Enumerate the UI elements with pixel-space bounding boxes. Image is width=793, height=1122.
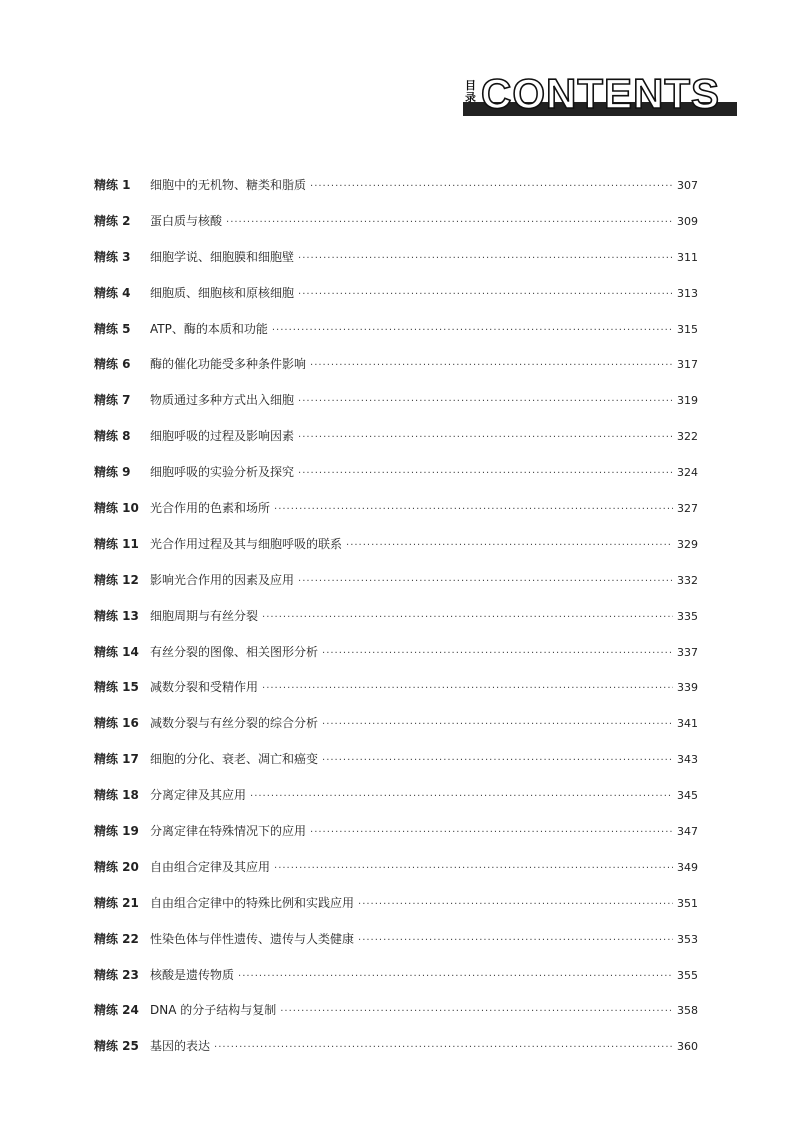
entry-title: 细胞质、细胞核和原核细胞 bbox=[150, 285, 295, 300]
entry-page: 349 bbox=[677, 860, 698, 874]
toc-entry[interactable] bbox=[94, 966, 698, 1002]
entry-page: 309 bbox=[677, 214, 698, 228]
toc-entry[interactable] bbox=[94, 786, 698, 822]
entry-number: 精练 15 bbox=[94, 680, 139, 695]
entry-title: 细胞学说、细胞膜和细胞壁 bbox=[150, 249, 295, 264]
entry-title: 蛋白质与核酸 bbox=[150, 213, 223, 228]
leader-dots bbox=[322, 719, 673, 730]
entry-number: 精练 6 bbox=[94, 357, 131, 372]
toc-entry[interactable] bbox=[94, 248, 698, 284]
leader-dots bbox=[262, 683, 673, 694]
entry-number: 精练 8 bbox=[94, 429, 131, 444]
toc-entry[interactable] bbox=[94, 535, 698, 571]
toc-entry[interactable] bbox=[94, 320, 698, 356]
entry-page: 315 bbox=[677, 322, 698, 336]
toc-entry[interactable] bbox=[94, 176, 698, 212]
entry-page: 353 bbox=[677, 932, 698, 946]
entry-number: 精练 14 bbox=[94, 644, 139, 659]
entry-title: 性染色体与伴性遗传、遗传与人类健康 bbox=[150, 931, 355, 946]
entry-title: 细胞的分化、衰老、凋亡和癌变 bbox=[150, 752, 319, 767]
toc-entry[interactable] bbox=[94, 499, 698, 535]
entry-page: 358 bbox=[677, 1004, 698, 1018]
entry-page: 327 bbox=[677, 502, 698, 516]
entry-number: 精练 7 bbox=[94, 393, 131, 408]
entry-title: 分离定律在特殊情况下的应用 bbox=[150, 824, 307, 839]
entry-page: 311 bbox=[677, 250, 698, 264]
leader-dots bbox=[262, 612, 673, 623]
leader-dots bbox=[310, 181, 673, 192]
leader-dots bbox=[310, 360, 673, 371]
toc-entry[interactable] bbox=[94, 212, 698, 248]
toc-entry[interactable] bbox=[94, 427, 698, 463]
entry-page: 332 bbox=[677, 573, 698, 587]
toc-entry[interactable] bbox=[94, 822, 698, 858]
entry-page: 313 bbox=[677, 286, 698, 300]
entry-title: 物质通过多种方式出入细胞 bbox=[150, 393, 295, 408]
entry-title: ATP、酶的本质和功能 bbox=[150, 321, 268, 336]
toc-entry[interactable] bbox=[94, 463, 698, 499]
entry-title: 自由组合定律及其应用 bbox=[150, 859, 271, 874]
entry-number: 精练 2 bbox=[94, 213, 131, 228]
entry-title: 细胞中的无机物、糖类和脂质 bbox=[150, 178, 307, 192]
entry-page: 360 bbox=[677, 1040, 698, 1054]
toc-entry[interactable] bbox=[94, 894, 698, 930]
leader-dots bbox=[322, 648, 673, 659]
entry-title: 自由组合定律中的特殊比例和实践应用 bbox=[150, 895, 355, 910]
entry-number: 精练 17 bbox=[94, 752, 139, 767]
entry-title: 酶的催化功能受多种条件影响 bbox=[150, 357, 307, 372]
entry-number: 精练 19 bbox=[94, 824, 139, 839]
entry-page: 329 bbox=[677, 537, 698, 551]
toc-entry[interactable] bbox=[94, 714, 698, 750]
entry-title: 影响光合作用的因素及应用 bbox=[150, 572, 295, 587]
leader-dots bbox=[280, 1006, 673, 1017]
entry-number: 精练 20 bbox=[94, 859, 139, 874]
entry-page: 307 bbox=[677, 179, 698, 192]
entry-page: 335 bbox=[677, 609, 698, 623]
entry-page: 341 bbox=[677, 717, 698, 731]
entry-number: 精练 12 bbox=[94, 572, 139, 587]
toc-entry[interactable] bbox=[94, 930, 698, 966]
entry-page: 351 bbox=[677, 896, 698, 910]
entry-title: 基因的表达 bbox=[150, 1039, 211, 1054]
entry-title: 光合作用过程及其与细胞呼吸的联系 bbox=[150, 536, 343, 551]
entry-page: 339 bbox=[677, 681, 698, 695]
toc-entry[interactable] bbox=[94, 858, 698, 894]
toc-list bbox=[94, 176, 698, 1073]
entry-number: 精练 1 bbox=[94, 178, 131, 192]
toc-entry[interactable] bbox=[94, 678, 698, 714]
entry-number: 精练 18 bbox=[94, 788, 139, 803]
toc-entry[interactable] bbox=[94, 355, 698, 391]
entry-number: 精练 5 bbox=[94, 321, 131, 336]
leader-dots bbox=[272, 325, 673, 336]
entry-number: 精练 23 bbox=[94, 967, 139, 982]
entry-title: DNA 的分子结构与复制 bbox=[150, 1003, 277, 1018]
leader-dots bbox=[322, 755, 673, 766]
entry-number: 精练 13 bbox=[94, 608, 139, 623]
entry-title: 光合作用的色素和场所 bbox=[150, 501, 271, 516]
logo-cn: 目录 bbox=[465, 79, 476, 104]
leader-dots bbox=[358, 935, 673, 946]
leader-dots bbox=[274, 504, 673, 515]
entry-number: 精练 25 bbox=[94, 1039, 139, 1054]
leader-dots bbox=[298, 289, 673, 300]
leader-dots bbox=[274, 863, 673, 874]
entry-number: 精练 9 bbox=[94, 465, 131, 480]
toc-entry[interactable] bbox=[94, 643, 698, 679]
entry-title: 核酸是遗传物质 bbox=[150, 967, 235, 982]
toc-entry[interactable] bbox=[94, 1001, 698, 1037]
entry-number: 精练 24 bbox=[94, 1003, 139, 1018]
leader-dots bbox=[226, 217, 673, 228]
entry-number: 精练 11 bbox=[94, 536, 139, 551]
entry-page: 347 bbox=[677, 825, 698, 839]
toc-entry[interactable] bbox=[94, 750, 698, 786]
toc-entry[interactable] bbox=[94, 391, 698, 427]
leader-dots bbox=[298, 432, 673, 443]
toc-entry[interactable] bbox=[94, 571, 698, 607]
leader-dots bbox=[238, 971, 673, 982]
toc-entry[interactable] bbox=[94, 284, 698, 320]
entry-title: 减数分裂和受精作用 bbox=[150, 680, 259, 695]
entry-title: 细胞周期与有丝分裂 bbox=[150, 608, 259, 623]
entry-page: 317 bbox=[677, 358, 698, 372]
entry-number: 精练 16 bbox=[94, 716, 139, 731]
entry-page: 324 bbox=[677, 466, 698, 480]
entry-page: 345 bbox=[677, 789, 698, 803]
toc-entry[interactable] bbox=[94, 607, 698, 643]
entry-page: 337 bbox=[677, 645, 698, 659]
leader-dots bbox=[298, 253, 673, 264]
leader-dots bbox=[298, 396, 673, 407]
entry-title: 减数分裂与有丝分裂的综合分析 bbox=[150, 716, 319, 731]
leader-dots bbox=[214, 1042, 673, 1053]
entry-number: 精练 3 bbox=[94, 249, 131, 264]
contents-logo bbox=[463, 72, 737, 118]
entry-title: 分离定律及其应用 bbox=[150, 788, 247, 803]
entry-page: 322 bbox=[677, 430, 698, 444]
leader-dots bbox=[310, 827, 673, 838]
entry-page: 343 bbox=[677, 753, 698, 767]
leader-dots bbox=[298, 468, 673, 479]
leader-dots bbox=[358, 899, 673, 910]
entry-page: 319 bbox=[677, 394, 698, 408]
entry-page: 355 bbox=[677, 968, 698, 982]
entry-title: 细胞呼吸的过程及影响因素 bbox=[150, 429, 295, 444]
leader-dots bbox=[346, 540, 673, 551]
leader-dots bbox=[250, 791, 673, 802]
entry-number: 精练 22 bbox=[94, 931, 139, 946]
entry-number: 精练 10 bbox=[94, 501, 139, 516]
leader-dots bbox=[298, 576, 673, 587]
entry-title: 细胞呼吸的实验分析及探究 bbox=[150, 465, 295, 480]
entry-number: 精练 21 bbox=[94, 895, 139, 910]
entry-number: 精练 4 bbox=[94, 285, 131, 300]
toc-entry[interactable] bbox=[94, 1037, 698, 1073]
entry-title: 有丝分裂的图像、相关图形分析 bbox=[150, 644, 319, 659]
logo-en: CONTENTS bbox=[481, 70, 720, 117]
